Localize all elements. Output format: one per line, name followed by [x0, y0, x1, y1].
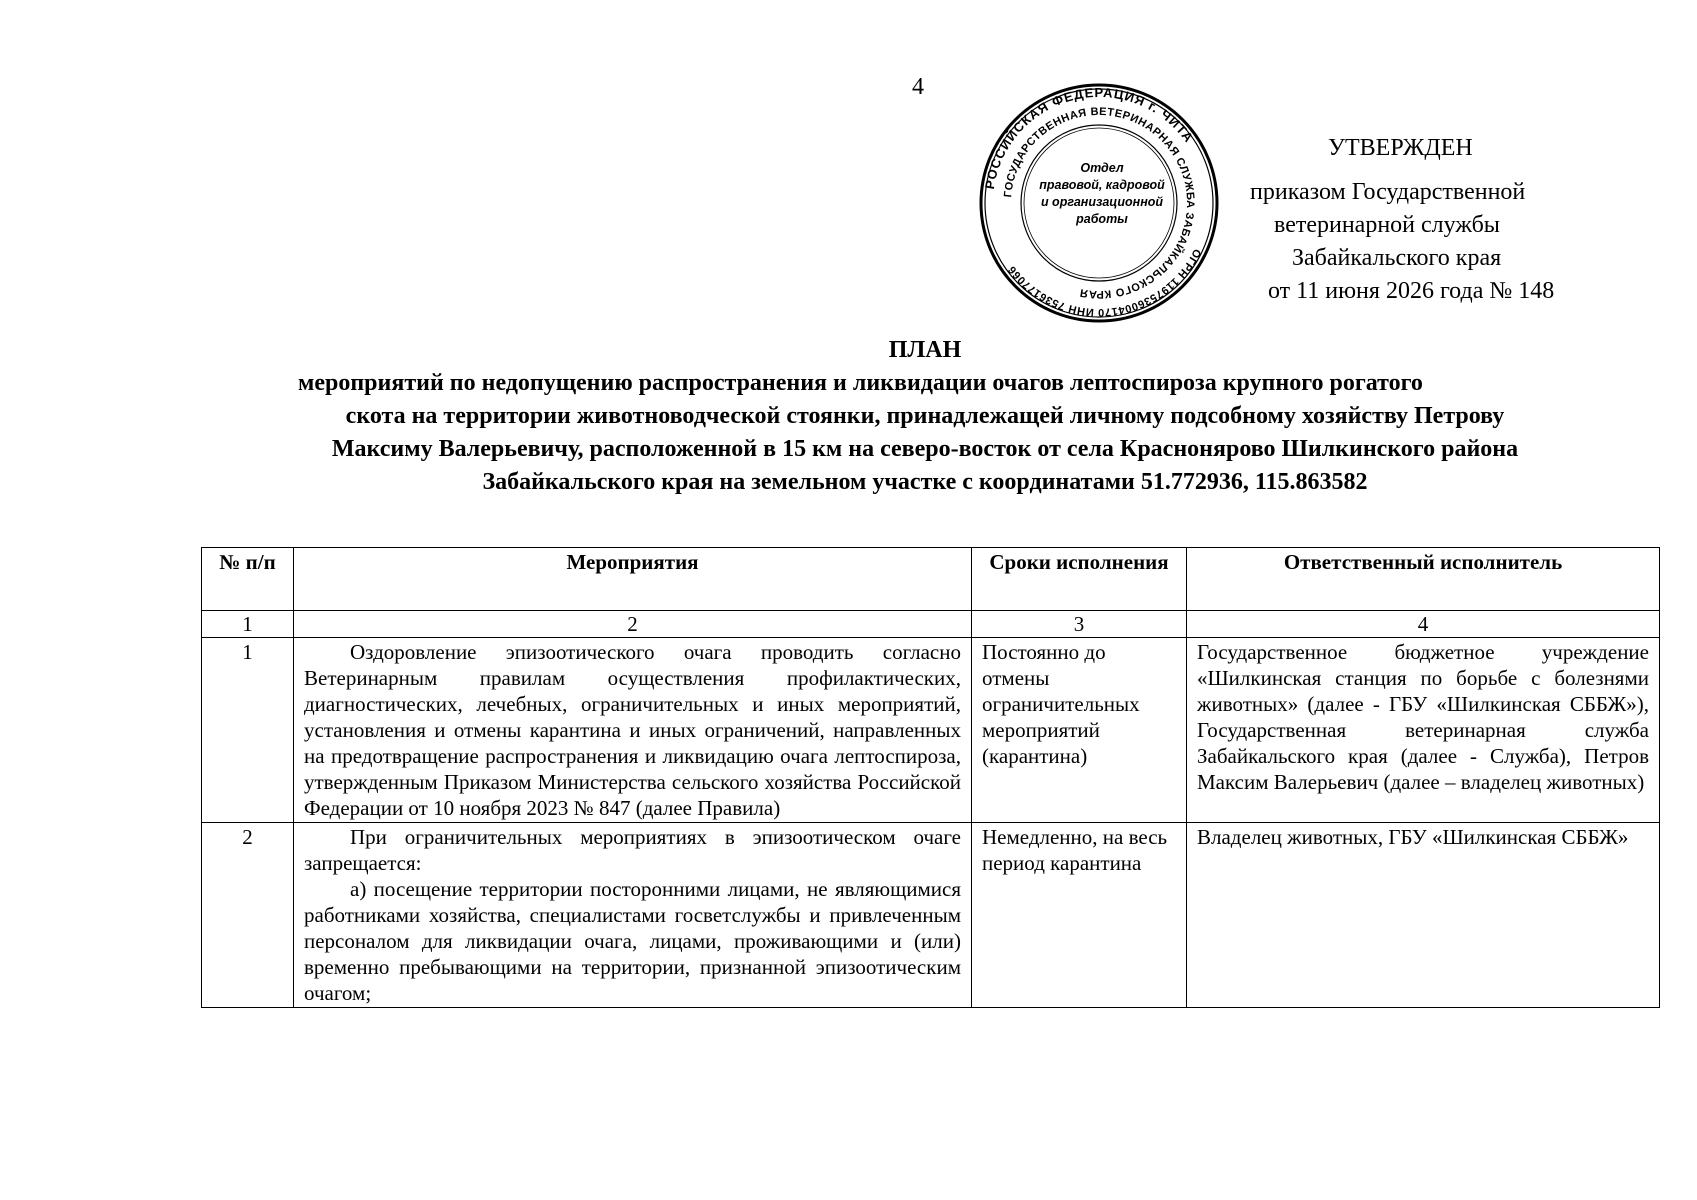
- approval-heading: УТВЕРЖДЕН: [1328, 135, 1473, 161]
- measure-paragraph: При ограничительных мероприятиях в эпизоотическом очаге запрещается:: [304, 825, 961, 875]
- title-line: скота на территории животноводческой стоянки, принадлежащей личному подсобному хозяйству Петрову: [345, 403, 1505, 429]
- row-executor: Государственное бюджетное учреждение «Шилкинская станция по борьбе с болезнями животных» (далее - ГБУ «Шилкинская СББЖ»), Государственная ветеринарная служба Забайкальского края (далее - Служба), Петров Максим Валерьевич (далее – владелец животных): [1187, 638, 1660, 823]
- header-executor: Ответственный исполнитель: [1187, 548, 1660, 611]
- row-measure: [294, 823, 972, 1008]
- approval-line: приказом Государственной: [1250, 179, 1526, 205]
- title-line: Забайкальского края на земельном участке с координатами 51.772936, 115.863582: [482, 469, 1368, 495]
- seal-center-line: работы: [1076, 212, 1128, 226]
- header-deadline: Сроки исполнения: [972, 548, 1187, 611]
- seal-center-line: Отдел: [1080, 161, 1124, 175]
- measure-paragraph: Оздоровление эпизоотического очага проводить согласно Ветеринарным правилам осуществления профилактических, диагностических, лечебных, ограничительных и иных мероприятий, установления и отмены карантина и иных ограничений, направленных на предотвращение распространения и ликвидацию очага лептоспироза, утвержденным Приказом Министерства сельского хозяйства Российской Федерации от 10 ноября 2023 № 847 (далее Правила): [304, 640, 961, 820]
- header-measures: Мероприятия: [294, 548, 972, 611]
- table-header-row: [202, 548, 1660, 611]
- approval-block: [1222, 132, 1622, 308]
- approval-line: от 11 июня 2026 года № 148: [1268, 278, 1555, 304]
- row-executor: Владелец животных, ГБУ «Шилкинская СББЖ»: [1187, 823, 1660, 1008]
- seal-center-line: и организационной: [1040, 195, 1164, 209]
- seal-outer-text: РОССИЙСКАЯ ФЕДЕРАЦИЯ г. ЧИТА: [981, 84, 1197, 191]
- row-deadline: Постоянно до отмены ограничительных мероприятий (карантина): [972, 638, 1187, 823]
- official-seal: [978, 82, 1220, 324]
- row-measure: [294, 638, 972, 823]
- seal-inner-text: ГОСУДАРСТВЕННАЯ ВЕТЕРИНАРНАЯ СЛУЖБА ЗАБАЙКАЛЬСКОГО КРАЯ: [1002, 105, 1197, 301]
- document-title: [200, 334, 1650, 499]
- column-number: 3: [972, 611, 1187, 638]
- seal-bottom-text: ОГРН 1197536004170 ИНН 7536177066: [1005, 246, 1203, 319]
- title-line: Максиму Валерьевичу, расположенной в 15 км на северо-восток от села Краснонярово Шилкинского района: [331, 436, 1519, 462]
- seal-center-line: правовой, кадровой: [1039, 178, 1165, 192]
- table-row: [202, 823, 1660, 1008]
- column-number: 1: [202, 611, 294, 638]
- row-deadline: Немедленно, на весь период карантина: [972, 823, 1187, 1008]
- column-number: 4: [1187, 611, 1660, 638]
- page-number: 4: [912, 74, 924, 100]
- column-number: 2: [294, 611, 972, 638]
- title-heading: ПЛАН: [888, 337, 962, 363]
- row-number: 2: [202, 823, 294, 1008]
- title-line: мероприятий по недопущению распространения и ликвидации очагов лептоспироза крупного рогатого: [298, 370, 1423, 396]
- approval-line: Забайкальского края: [1292, 245, 1502, 271]
- approval-line: ветеринарной службы: [1274, 212, 1500, 238]
- row-number: 1: [202, 638, 294, 823]
- table-row: [202, 638, 1660, 823]
- plan-table: [201, 547, 1660, 1008]
- measure-paragraph: а) посещение территории посторонними лицами, не являющимися работниками хозяйства, специалистами госветслужбы и привлеченным персоналом для ликвидации очага, лицами, проживающими и (или) временно пребывающими на территории, признанной эпизоотическим очагом;: [304, 877, 961, 1005]
- column-number-row: [202, 611, 1660, 638]
- header-number: № п/п: [202, 548, 294, 611]
